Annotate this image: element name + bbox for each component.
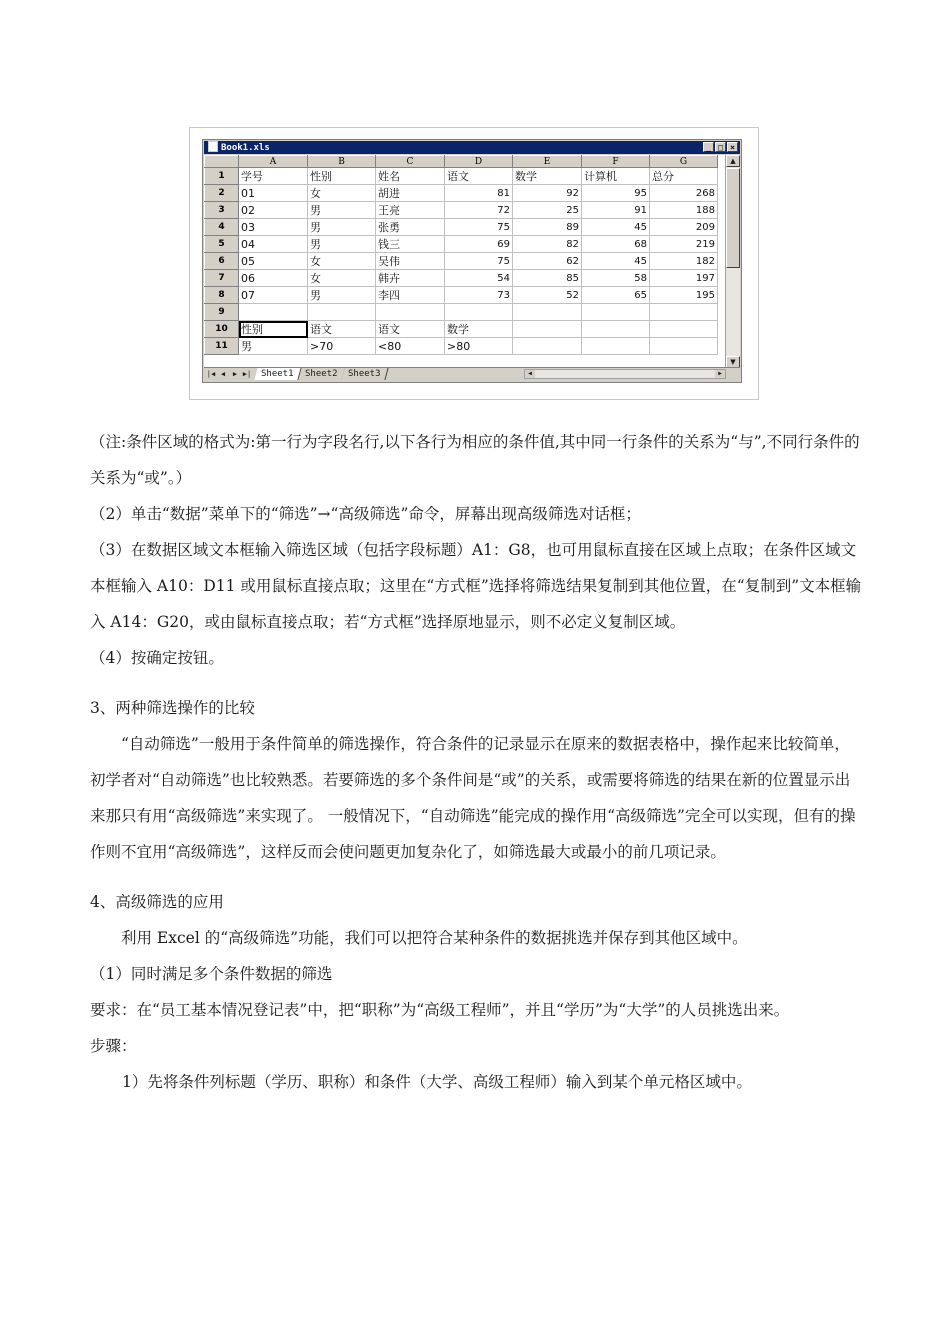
- section-heading-3: 3、两种筛选操作的比较: [90, 699, 255, 717]
- row-header[interactable]: 7: [205, 270, 239, 287]
- cell[interactable]: [513, 304, 582, 321]
- cell[interactable]: 89: [513, 219, 582, 236]
- cell[interactable]: 男: [308, 287, 376, 304]
- excel-window: [202, 139, 742, 383]
- sheet-row: [205, 236, 718, 253]
- cell[interactable]: 65: [582, 287, 650, 304]
- cell[interactable]: [650, 321, 718, 338]
- cell[interactable]: 女: [308, 253, 376, 270]
- cell[interactable]: 05: [239, 253, 308, 270]
- workbook-icon: [208, 141, 218, 152]
- column-header-b[interactable]: B: [308, 156, 376, 168]
- row-header[interactable]: 10: [205, 321, 239, 338]
- cell[interactable]: 女: [308, 270, 376, 287]
- scroll-thumb[interactable]: [726, 168, 740, 268]
- cell[interactable]: 性别: [239, 321, 308, 338]
- cell[interactable]: [650, 304, 718, 321]
- cell[interactable]: 韩卉: [376, 270, 445, 287]
- subheading-1: （1）同时满足多个条件数据的筛选: [90, 965, 333, 983]
- row-header[interactable]: 4: [205, 219, 239, 236]
- cell[interactable]: 75: [445, 219, 513, 236]
- cell[interactable]: 02: [239, 202, 308, 219]
- cell[interactable]: 王亮: [376, 202, 445, 219]
- cell[interactable]: 188: [650, 202, 718, 219]
- cell[interactable]: 李四: [376, 287, 445, 304]
- cell[interactable]: [445, 304, 513, 321]
- cell[interactable]: 81: [445, 185, 513, 202]
- sheet-row: [205, 253, 718, 270]
- row-header[interactable]: 11: [205, 338, 239, 355]
- cell[interactable]: [513, 338, 582, 355]
- column-header-row: [205, 156, 718, 168]
- cell[interactable]: [582, 304, 650, 321]
- scroll-up-icon[interactable]: ▲: [726, 155, 740, 167]
- minimize-button[interactable]: _: [703, 142, 714, 152]
- cell[interactable]: 01: [239, 185, 308, 202]
- cell[interactable]: 95: [582, 185, 650, 202]
- cell[interactable]: [582, 321, 650, 338]
- row-header[interactable]: 8: [205, 287, 239, 304]
- row-header[interactable]: 2: [205, 185, 239, 202]
- cell[interactable]: 268: [650, 185, 718, 202]
- cell[interactable]: 68: [582, 236, 650, 253]
- tab-sheet3[interactable]: Sheet3: [341, 368, 388, 380]
- cell[interactable]: 03: [239, 219, 308, 236]
- cell[interactable]: 25: [513, 202, 582, 219]
- sheet-row: [205, 321, 718, 338]
- spreadsheet-figure: [189, 127, 759, 400]
- cell[interactable]: 女: [308, 185, 376, 202]
- sheet-row: [205, 270, 718, 287]
- scroll-left-icon[interactable]: ◀: [525, 370, 535, 378]
- cell[interactable]: 82: [513, 236, 582, 253]
- document-body: [90, 424, 862, 1100]
- cell[interactable]: 219: [650, 236, 718, 253]
- cell[interactable]: [582, 338, 650, 355]
- tab-sheet2[interactable]: Sheet2: [298, 368, 345, 380]
- row-header[interactable]: 1: [205, 168, 239, 185]
- sheet-row: [205, 287, 718, 304]
- cell-table: [204, 155, 718, 355]
- cell[interactable]: 计算机: [582, 168, 650, 185]
- cell[interactable]: 91: [582, 202, 650, 219]
- cell[interactable]: 数学: [513, 168, 582, 185]
- sheet-row: [205, 338, 718, 355]
- cell[interactable]: >70: [308, 338, 376, 355]
- cell[interactable]: 数学: [445, 321, 513, 338]
- column-header-c[interactable]: C: [376, 156, 445, 168]
- cell[interactable]: 45: [582, 219, 650, 236]
- first-sheet-icon[interactable]: |◀: [206, 370, 216, 378]
- cell[interactable]: 胡进: [376, 185, 445, 202]
- row-header[interactable]: 6: [205, 253, 239, 270]
- sheet-tab-bar: [204, 367, 740, 381]
- scroll-down-icon[interactable]: ▼: [726, 356, 740, 368]
- close-button[interactable]: ×: [727, 142, 738, 152]
- cell[interactable]: 男: [308, 219, 376, 236]
- cell[interactable]: [239, 304, 308, 321]
- cell[interactable]: 45: [582, 253, 650, 270]
- cell[interactable]: 学号: [239, 168, 308, 185]
- row-header[interactable]: 3: [205, 202, 239, 219]
- cell[interactable]: [650, 338, 718, 355]
- cell[interactable]: 92: [513, 185, 582, 202]
- next-sheet-icon[interactable]: ▶: [232, 370, 238, 378]
- cell[interactable]: 语文: [445, 168, 513, 185]
- cell[interactable]: 72: [445, 202, 513, 219]
- step-3: （3）在数据区域文本框输入筛选区域（包括字段标题）A1：G8，也可用鼠标直接在区域上点取；在条件区域文本框输入 A10：D11 或用鼠标直接点取；这里在“方式框”选择将筛选结果复制到其他位置，在“复制到”文本框输入 A14：G20，或由鼠标直接点取；若“方式框”选择原地显示，则不必定义复制区域。: [90, 541, 862, 631]
- comparison-paragraph: “自动筛选”一般用于条件简单的筛选操作，符合条件的记录显示在原来的数据表格中，操作起来比较简单，初学者对“自动筛选”也比较熟悉。若要筛选的多个条件间是“或”的关系，或需要将筛选的结果在新的位置显示出来那只有用“高级筛选”来实现了。 一般情况下，“自动筛选”能完成的操作用“高级筛选”完全可以实现，但有的操作则不宜用“高级筛选”，这样反而会使问题更加复杂化了，如筛选最大或最小的前几项记录。: [90, 735, 856, 861]
- cell[interactable]: 182: [650, 253, 718, 270]
- sheet-row: [205, 304, 718, 321]
- cell[interactable]: 男: [239, 338, 308, 355]
- sheet-row: [205, 219, 718, 236]
- cell[interactable]: 75: [445, 253, 513, 270]
- vertical-scrollbar[interactable]: [725, 155, 740, 368]
- scroll-right-icon[interactable]: ▶: [715, 370, 725, 378]
- cell[interactable]: 52: [513, 287, 582, 304]
- column-header-f[interactable]: F: [582, 156, 650, 168]
- cell[interactable]: 性别: [308, 168, 376, 185]
- cell[interactable]: 06: [239, 270, 308, 287]
- cell[interactable]: 男: [308, 236, 376, 253]
- cell[interactable]: 195: [650, 287, 718, 304]
- cell[interactable]: 总分: [650, 168, 718, 185]
- last-sheet-icon[interactable]: ▶|: [242, 370, 252, 378]
- section-heading-4: 4、高级筛选的应用: [90, 893, 224, 911]
- cell[interactable]: 69: [445, 236, 513, 253]
- cell[interactable]: 85: [513, 270, 582, 287]
- cell[interactable]: 吴伟: [376, 253, 445, 270]
- sheet-row: [205, 185, 718, 202]
- cell[interactable]: 张勇: [376, 219, 445, 236]
- cell[interactable]: 62: [513, 253, 582, 270]
- cell[interactable]: 04: [239, 236, 308, 253]
- cell[interactable]: <80: [376, 338, 445, 355]
- sheet-row: [205, 202, 718, 219]
- cell[interactable]: >80: [445, 338, 513, 355]
- note-paragraph: （注:条件区域的格式为:第一行为字段名行,以下各行为相应的条件值,其中同一行条件的关系为“与”,不同行条件的关系为“或”。）: [90, 433, 860, 487]
- cell[interactable]: [376, 304, 445, 321]
- cell[interactable]: [308, 304, 376, 321]
- maximize-button[interactable]: □: [715, 142, 726, 152]
- steps-label: 步骤：: [90, 1037, 137, 1055]
- cell[interactable]: 钱三: [376, 236, 445, 253]
- cell[interactable]: 197: [650, 270, 718, 287]
- step-2: （2）单击“数据”菜单下的“筛选”→“高级筛选”命令，屏幕出现高级筛选对话框；: [90, 505, 641, 523]
- window-titlebar: [204, 141, 740, 154]
- row-header[interactable]: 5: [205, 236, 239, 253]
- cell[interactable]: 73: [445, 287, 513, 304]
- sheet-row: [205, 168, 718, 185]
- horizontal-scrollbar[interactable]: [524, 369, 726, 379]
- cell[interactable]: 54: [445, 270, 513, 287]
- tab-sheet1[interactable]: Sheet1: [254, 368, 301, 380]
- column-header-g[interactable]: G: [650, 156, 718, 168]
- select-all-corner[interactable]: [205, 156, 239, 168]
- row-header[interactable]: 9: [205, 304, 239, 321]
- step-4: （4）按确定按钮。: [90, 649, 224, 667]
- prev-sheet-icon[interactable]: ◀: [220, 370, 226, 378]
- sheet-grid[interactable]: [204, 155, 726, 368]
- cell[interactable]: 58: [582, 270, 650, 287]
- cell[interactable]: 209: [650, 219, 718, 236]
- column-header-d[interactable]: D: [445, 156, 513, 168]
- cell[interactable]: 语文: [376, 321, 445, 338]
- application-paragraph: 利用 Excel 的“高级筛选”功能，我们可以把符合某种条件的数据挑选并保存到其他区域中。: [121, 929, 748, 947]
- requirement-paragraph: 要求：在“员工基本情况登记表”中，把“职称”为“高级工程师”，并且“学历”为“大学”的人员挑选出来。: [90, 1001, 790, 1019]
- column-header-e[interactable]: E: [513, 156, 582, 168]
- cell[interactable]: 07: [239, 287, 308, 304]
- cell[interactable]: 男: [308, 202, 376, 219]
- window-title: Book1.xls: [221, 143, 270, 153]
- cell[interactable]: [513, 321, 582, 338]
- cell[interactable]: 姓名: [376, 168, 445, 185]
- cell[interactable]: 语文: [308, 321, 376, 338]
- step-1: 1）先将条件列标题（学历、职称）和条件（大学、高级工程师）输入到某个单元格区域中。: [122, 1073, 752, 1091]
- column-header-a[interactable]: A: [239, 156, 308, 168]
